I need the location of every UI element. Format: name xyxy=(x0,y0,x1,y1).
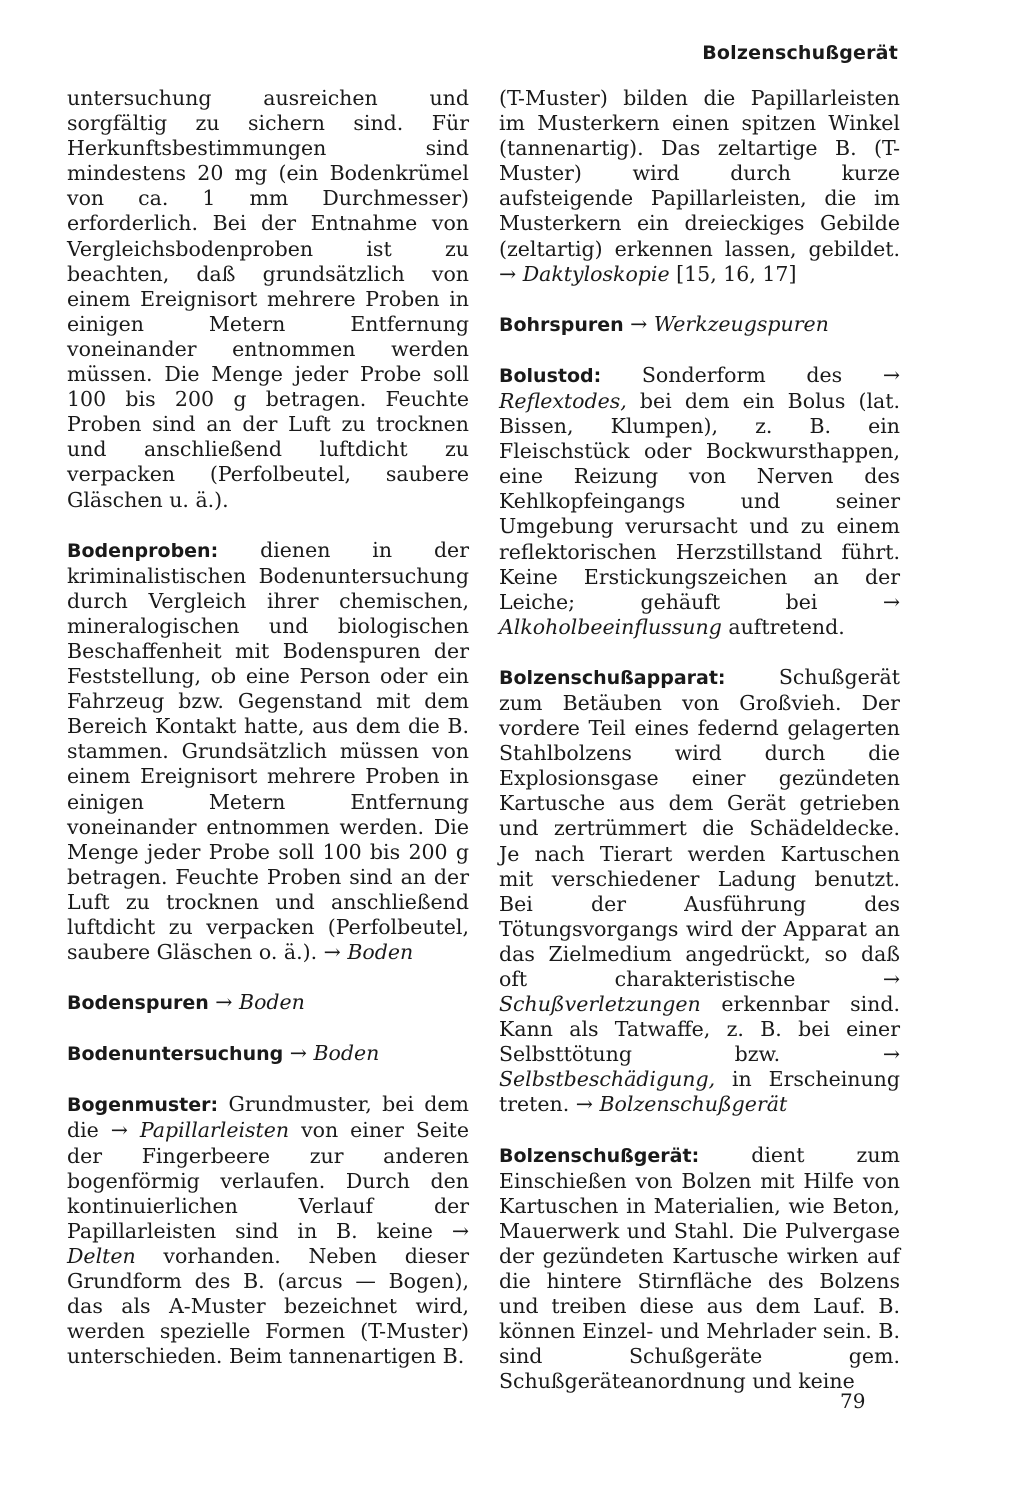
entry-term: Bolzenschußapparat: xyxy=(499,666,726,689)
entry-bolustod xyxy=(499,363,900,640)
entry-text: bei dem ein Bolus (lat. Bissen, Klumpen), z. B. ein Fleischstück oder Bockwursthappen, eine Reizung von Nerven des Kehlkopfeingangs und seiner Umgebung verursacht und zu einem reflektorischen Herzstillstand führt. Keine Erstickungszeichen an der Leiche; gehäuft bei xyxy=(499,388,900,614)
cross-reference: Selbstbeschädigung, xyxy=(499,1067,716,1092)
entry-text: Schußgerät zum Betäuben von Großvieh. Der vordere Teil eines federnd gelagerten Stahlbolzens wird durch die Explosionsgase einer gezündeten Kartusche aus dem Gerät getrieben und zertrümmert die Schädeldecke. Je nach Tierart werden Kartuschen mit verschiedener Ladung benutzt. Bei der Ausführung des Tötungsvorgangs wird der Apparat an das Zielmedium angedrückt, so daß oft charakteristische xyxy=(499,664,900,991)
entry-term: Bolzenschußgerät: xyxy=(499,1144,700,1167)
cross-reference: Werkzeugspuren xyxy=(653,311,829,336)
cross-reference-arrow: → xyxy=(451,1218,469,1243)
page-number: 79 xyxy=(840,1389,866,1413)
cross-reference-arrow: → xyxy=(110,1118,128,1143)
entry-bohrspuren xyxy=(499,312,900,338)
entry-term: Bohrspuren xyxy=(499,313,624,336)
cross-reference-arrow: → xyxy=(623,311,654,336)
cross-reference: Boden xyxy=(239,990,305,1015)
entry-text: Sonderform des xyxy=(601,362,883,387)
cross-reference-arrow: → xyxy=(575,1092,593,1117)
entry-bodenspuren xyxy=(67,990,469,1016)
entry-text: erkennbar sind. Kann als Tatwaffe, z. B. bei einer Selbsttötung bzw. xyxy=(499,992,900,1067)
entry-term: Bolustod: xyxy=(499,364,602,387)
cross-reference: Boden xyxy=(313,1041,380,1066)
entry-bogenmuster xyxy=(67,1092,469,1369)
entry-text: dienen in der kriminalistischen Bodenuntersuchung durch Vergleich ihrer chemischen, mineralogischen und biologischen Beschaffenheit mit Bodenspuren der Feststellung, ob eine Person oder ein Fahrzeug bzw. Gegenstand mit dem Bereich Kontakt hatte, aus dem die B. stammen. Grundsätzlich müssen von einem Ereignisort mehrere Proben in einigen Metern Entfernung voneinander entnommen werden. Die Menge jeder Probe soll 100 bis 200 g betragen. Feuchte Proben sind an der Luft zu trocknen und anschließend luftdicht zu verpacken (Perfolbeutel, saubere Gläschen o. ä.). xyxy=(67,537,469,965)
entry-text: dient zum Einschießen von Bolzen mit Hilfe von Kartuschen in Materialien, wie Beton, Mauerwerk und Stahl. Die Pulvergase der gezündeten Kartusche wirken auf die hintere Stirnfläche des Bolzens und treiben diese aus dem Lauf. B. können Einzel- und Mehrlader sein. B. sind Schußgeräte gem. Schußgeräteanordnung und keine xyxy=(499,1142,900,1394)
cross-reference: Schußverletzungen xyxy=(499,992,701,1017)
cross-reference-arrow: → xyxy=(499,261,517,286)
right-column xyxy=(499,86,900,1395)
left-column xyxy=(67,86,469,1369)
cross-reference: Daktyloskopie xyxy=(516,261,670,286)
entry-term: Bodenproben: xyxy=(67,539,219,562)
cross-reference: Reflextodes, xyxy=(499,388,627,413)
entry-text: vorhanden. Neben dieser Grundform des B. (arcus — Bogen), das als A-Muster bezeichnet wird, werden spezielle Formen (T-Muster) unterschieden. Beim tannenartigen B. xyxy=(67,1243,469,1369)
entry-term: Bogenmuster: xyxy=(67,1094,219,1117)
entry-bolzenschussgeraet xyxy=(499,1143,900,1395)
cross-reference-arrow: → xyxy=(882,967,900,991)
cross-reference: Boden xyxy=(340,940,414,965)
entry-text: (T-Muster) bilden die Papillarleisten im Musterkern einen spitzen Winkel (tannenartig). Das zeltartige B. (T-Muster) wird durch kurze aufsteigende Papillarleisten, die im Musterkern ein dreieckiges Gebilde (zeltartig) erkennen lassen, gebildet. xyxy=(499,86,900,261)
entry-text: auftretend. xyxy=(721,614,845,639)
entry-text: in Erscheinung treten. xyxy=(499,1067,900,1117)
entry-bodenuntersuchung xyxy=(67,1041,469,1067)
cross-reference: Alkoholbeeinflussung xyxy=(499,614,722,639)
entry-text: Grundmuster, bei dem die xyxy=(67,1092,469,1143)
running-head: Bolzenschußgerät xyxy=(702,42,898,64)
cross-reference: Papillarleisten xyxy=(127,1118,290,1143)
cross-reference-arrow: → xyxy=(323,940,341,965)
entry-continuation xyxy=(67,86,469,513)
cross-reference-arrow: → xyxy=(882,362,900,387)
cross-reference-arrow: → xyxy=(283,1041,314,1066)
entry-text: von einer Seite der Fingerbeere zur anderen bogenförmig verlaufen. Durch den kontinuierlichen Verlauf der Papillarleisten sind in B. keine xyxy=(67,1118,469,1243)
entry-text: untersuchung ausreichen und sorgfältig zu sichern sind. Für Herkunftsbestimmungen sind mindestens 20 mg (ein Bodenkrümel von ca. 1 mm Durchmesser) erforderlich. Bei der Entnahme von Vergleichsbodenproben ist zu beachten, daß grundsätzlich von einem Ereignisort mehrere Proben in einigen Metern Entfernung voneinander entnommen werden müssen. Die Menge jeder Probe soll 100 bis 200 g betragen. Feuchte Proben sind an der Luft zu trocknen und anschließend luftdicht zu verpacken (Perfolbeutel, saubere Gläschen u. ä.). xyxy=(67,86,469,512)
literature-reference: [15, 16, 17] xyxy=(669,261,797,286)
entry-term: Bodenuntersuchung xyxy=(67,1043,284,1066)
entry-bolzenschussapparat xyxy=(499,665,900,1118)
entry-bogenmuster-continuation xyxy=(499,86,900,287)
cross-reference-arrow: → xyxy=(882,589,900,614)
cross-reference-arrow: → xyxy=(208,990,239,1015)
cross-reference: Bolzenschußgerät xyxy=(592,1092,788,1117)
cross-reference: Delten xyxy=(67,1243,136,1268)
entry-bodenproben xyxy=(67,538,469,966)
cross-reference-arrow: → xyxy=(882,1042,900,1067)
entry-term: Bodenspuren xyxy=(67,992,209,1015)
